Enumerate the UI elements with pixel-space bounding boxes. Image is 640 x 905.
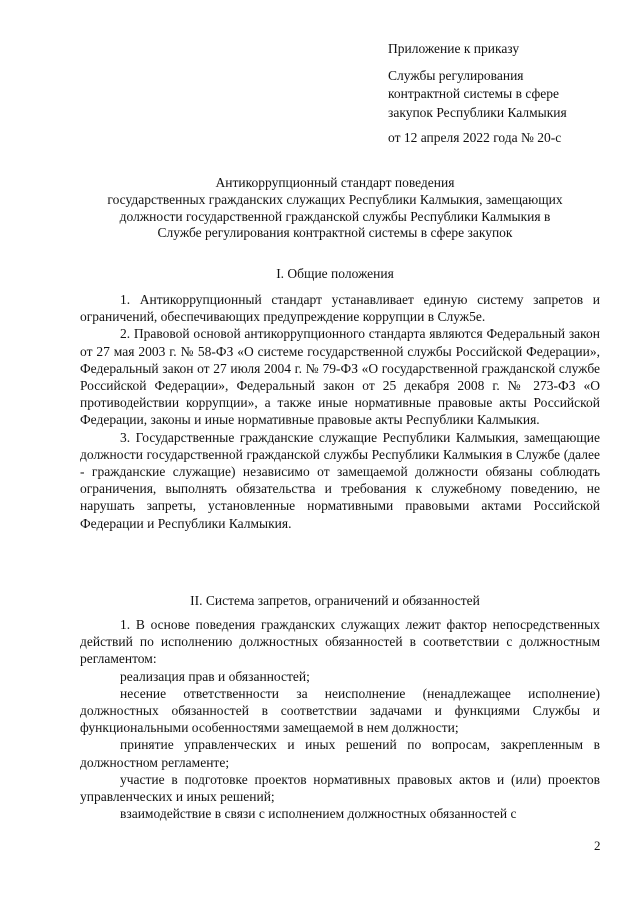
paragraph: принятие управленческих и иных решений по вопросам, закрепленным в должностном регламенте; <box>80 737 600 770</box>
section-body <box>80 616 600 822</box>
paragraph: участие в подготовке проектов нормативных правовых актов и (или) проектов управленческих и иных решений; <box>80 771 600 805</box>
section-body <box>80 291 600 532</box>
appendix-line: закупок Республики Калмыкия <box>388 104 567 120</box>
paragraph: 1. Антикоррупционный стандарт устанавливает единую систему запретов и ограничений, обеспечивающих предупреждение коррупции в Служ5е. <box>80 292 600 325</box>
paragraph: 2. Правовой основой антикоррупционного стандарта являются Федеральный закон от 27 мая 2003 г. № 58-ФЗ «О системе государственной службы Российской Федерации», Федеральный закон от 27 июля 2004 г. № 79-ФЗ «О государственной гражданской службе Российской Федерации», Федеральный закон от 25 декабря 2008 г. № 273-ФЗ «О противодействии коррупции», а также иные нормативные правовые акты Российской Федерации, законы и иные нормативные правовые акты Республики Калмыкия. <box>80 326 600 428</box>
paragraph: 3. Государственные гражданские служащие Республики Калмыкия, замещающие должности государственной гражданской службы Республики Калмыкия в Службе (далее - гражданские служащие) независимо от замещаемой должности обязаны соблюдать ограничения, выполнять обязательства и требования к служебному поведению, не нарушать запреты, установленные нормативными правовыми актами Российской Федерации и Республики Калмыкия. <box>80 429 600 531</box>
paragraph: несение ответственности за неисполнение (ненадлежащее исполнение) должностных обязанностей в соответствии задачами и функциями Службы и функциональными особенностями замещаемой в нем должности; <box>80 685 600 736</box>
paragraph: взаимодействие в связи с исполнением должностных обязанностей с <box>120 806 517 822</box>
title-line: должности государственной гражданской службы Республики Калмыкия в <box>119 208 551 224</box>
appendix-line: Службы регулирования <box>388 67 524 83</box>
title-line: Антикоррупционный стандарт поведения <box>215 175 455 190</box>
appendix-date-line: от 12 апреля 2022 года № 20-с <box>388 130 562 145</box>
title-line: Службе регулирования контрактной системы в сфере закупок <box>157 225 513 241</box>
section-heading: II. Система запретов, ограничений и обязанностей <box>190 593 480 608</box>
title-line: государственных гражданских служащих Республики Калмыкия, замещающих <box>107 191 563 207</box>
appendix-line: контрактной системы в сфере <box>388 86 559 101</box>
document-title <box>70 175 600 242</box>
appendix-block <box>388 40 567 148</box>
paragraph: 1. В основе поведения гражданских служащих лежит фактор непосредственных действий по исполнению должностных обязанностей в соответствии с должностным регламентом: <box>80 617 600 667</box>
paragraph: реализация прав и обязанностей; <box>120 668 310 684</box>
section-heading: I. Общие положения <box>276 266 394 281</box>
page-number: 2 <box>594 838 601 853</box>
appendix-line: Приложение к приказу <box>388 41 520 56</box>
